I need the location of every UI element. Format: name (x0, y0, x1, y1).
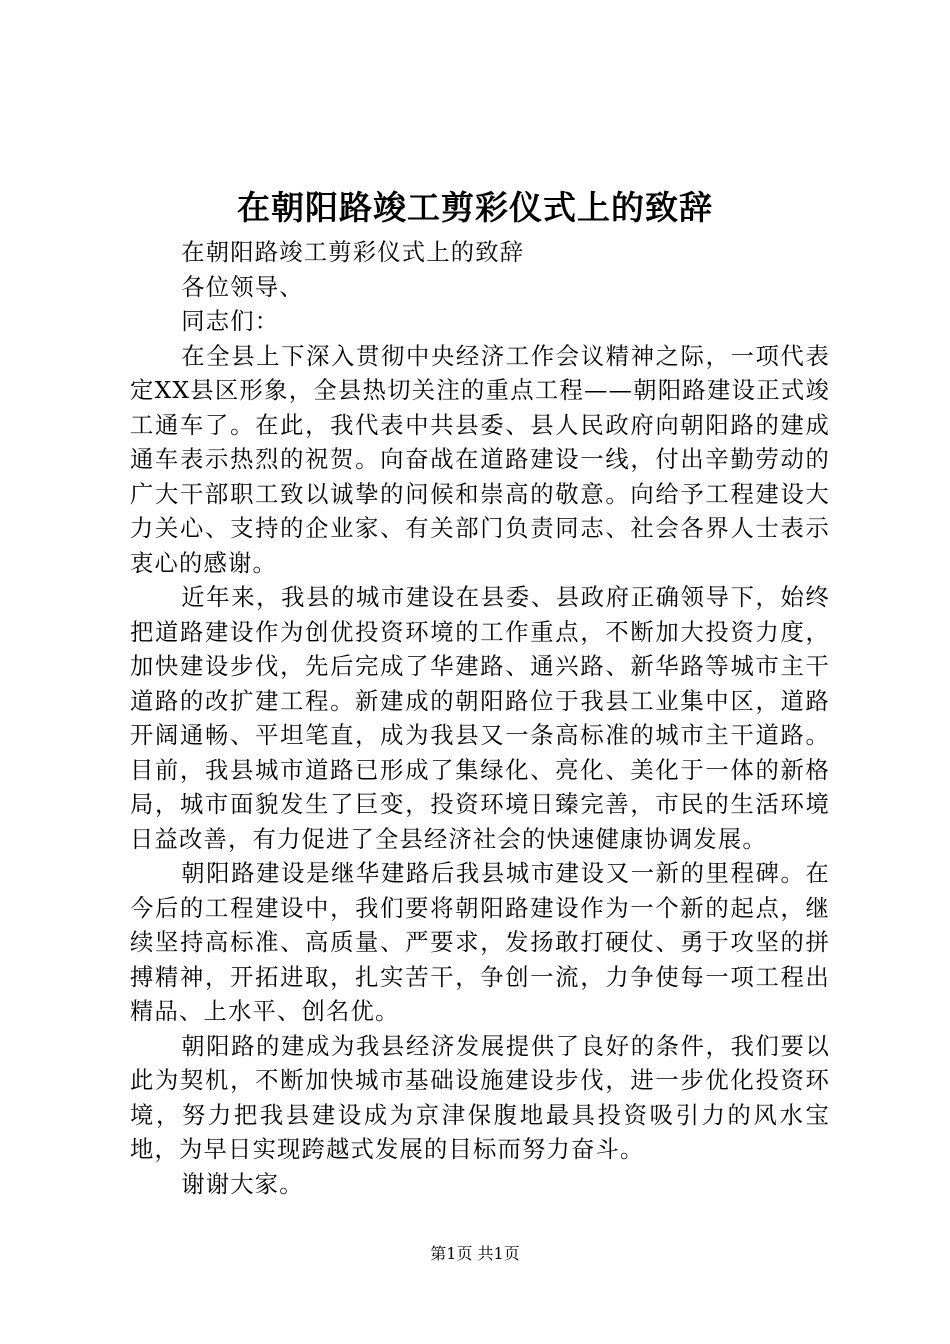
page-number-footer: 第1页 共1页 (430, 1244, 520, 1263)
body-paragraph: 在全县上下深入贯彻中央经济工作会议精神之际，一项代表定XX县区形象，全县热切关注的重点工程——朝阳路建设正式竣工通车了。在此，我代表中共县委、县人民政府向朝阳路的建成通车表示热烈的祝贺。向奋战在道路建设一线，付出辛勤劳动的广大干部职工致以诚挚的问候和崇高的敬意。向给予工程建设大力关心、支持的企业家、有关部门负责同志、社会各界人士表示衷心的感谢。 (130, 342, 830, 577)
body-paragraph: 朝阳路建设是继华建路后我县城市建设又一新的里程碑。在今后的工程建设中，我们要将朝阳路建设作为一个新的起点，继续坚持高标准、高质量、严要求，发扬敢打硬仗、勇于攻坚的拼搏精神，开拓进取，扎实苦干，争创一流，力争使每一项工程出精品、上水平、创名优。 (130, 860, 830, 1025)
body-paragraph: 各位领导、 (181, 273, 304, 301)
document-title: 在朝阳路竣工剪彩仪式上的致辞 (237, 188, 713, 227)
body-paragraph: 同志们： (181, 308, 280, 335)
document-body (130, 236, 830, 1202)
body-paragraph: 近年来，我县的城市建设在县委、县政府正确领导下，始终把道路建设作为创优投资环境的工作重点，不断加大投资力度，加快建设步伐，先后完成了华建路、通兴路、新华路等城市主干道路的改扩建工程。新建成的朝阳路位于我县工业集中区，道路开阔通畅、平坦笔直，成为我县又一条高标准的城市主干道路。目前，我县城市道路已形成了集绿化、亮化、美化于一体的新格局，城市面貌发生了巨变，投资环境日臻完善，市民的生活环境日益改善，有力促进了全县经济社会的快速健康协调发展。 (130, 584, 830, 853)
body-paragraph: 朝阳路的建成为我县经济发展提供了良好的条件，我们要以此为契机，不断加快城市基础设施建设步伐，进一步优化投资环境，努力把我县建设成为京津保腹地最具投资吸引力的风水宝地，为早日实现跨越式发展的目标而努力奋斗。 (130, 1032, 830, 1163)
body-paragraph: 谢谢大家。 (181, 1170, 304, 1198)
body-paragraph: 在朝阳路竣工剪彩仪式上的致辞 (181, 239, 525, 266)
